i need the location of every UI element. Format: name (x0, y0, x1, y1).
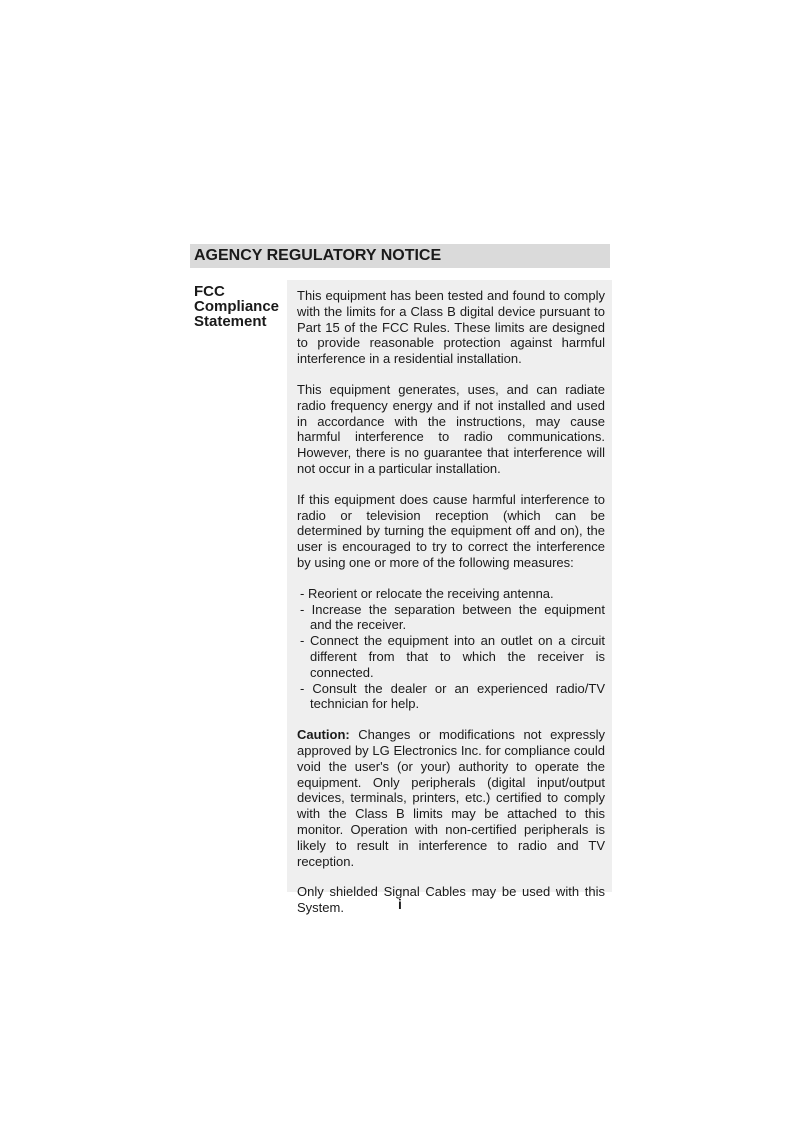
list-item: - Consult the dealer or an experienced radio/TV technician for help. (300, 680, 605, 712)
page-number: i (398, 896, 402, 912)
section-header (190, 244, 610, 268)
list-item: - Reorient or relocate the receiving antenna. (300, 585, 554, 601)
label-line: FCC (194, 283, 225, 300)
caution-paragraph (297, 727, 605, 869)
paragraph: If this equipment does cause harmful interference to radio or television reception (which can be determined by turning the equipment off and on), the user is encouraged to try to correct the interference by using one or more of the following measures: (297, 491, 605, 570)
caution-label: Caution: (297, 727, 350, 743)
label-line: Statement (194, 313, 267, 330)
paragraph: This equipment generates, uses, and can radiate radio frequency energy and if not installed and used in accordance with the instructions, may cause harmful interference to radio communications. However, there is no guarantee that interference will not occur in a particular installation. (297, 381, 605, 476)
section-label (194, 284, 279, 329)
page-title: AGENCY REGULATORY NOTICE (194, 247, 442, 264)
measures-list (297, 586, 605, 712)
list-item: - Increase the separation between the equipment and the receiver. (300, 601, 605, 633)
paragraph: This equipment has been tested and found to comply with the limits for a Class B digital device pursuant to Part 15 of the FCC Rules. These limits are designed to provide reasonable protection against harmful interference in a residential installation. (297, 288, 605, 367)
paragraph: Only shielded Signal Cables may be used with this System. (297, 884, 605, 916)
statement-body (287, 280, 612, 916)
caution-text: Changes or modifications not expressly approved by LG Electronics Inc. for compliance could void the user's (or your) authority to operate the equipment. Only peripherals (digital input/output devices, terminals, printers, etc.) certified to comply with the Class B limits may be attached to this monitor. Operation with non-certified peripherals is likely to result in interference to radio and TV reception. (297, 727, 605, 869)
list-item: - Connect the equipment into an outlet on a circuit different from that to which the receiver is connected. (300, 633, 605, 680)
label-line: Compliance (194, 298, 280, 315)
